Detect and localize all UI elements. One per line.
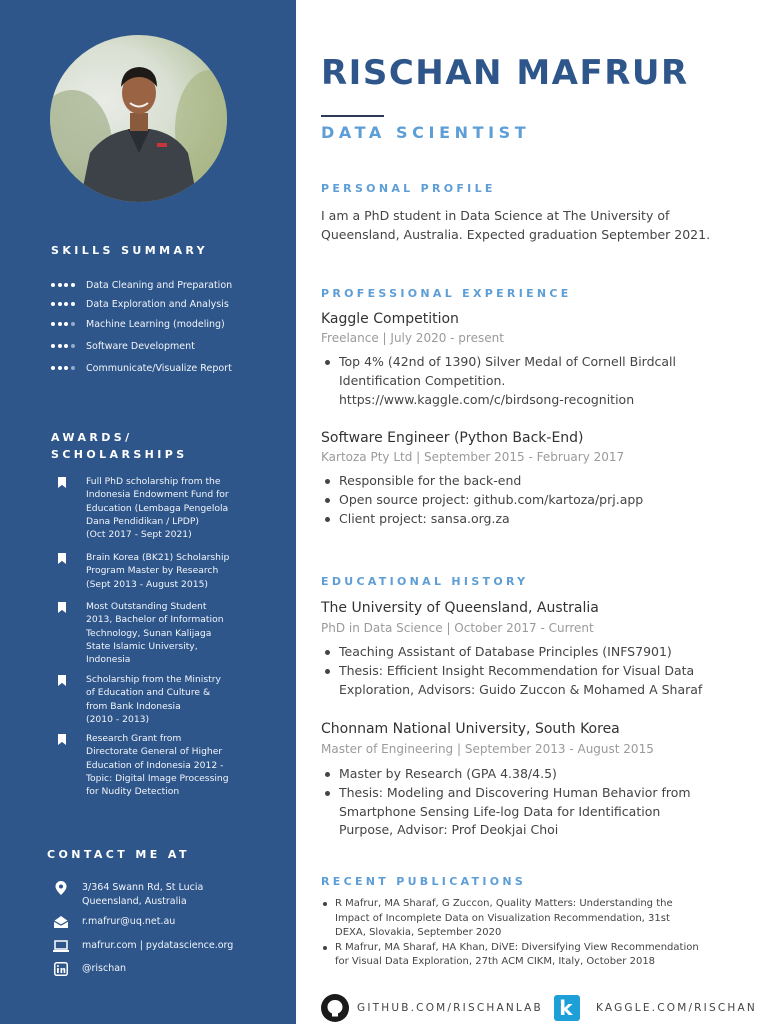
skill-item (51, 339, 195, 353)
list-item: Thesis: Modeling and Discovering Human Behavior from Smartphone Sensing Life-log Data for Identification Purpose, Advisor: Prof Deokjai Choi (321, 784, 761, 840)
title-divider (321, 115, 384, 117)
list-item: Responsible for the back-end (321, 472, 761, 491)
github-url[interactable]: GITHUB.COM/RISCHANLAB (357, 1002, 543, 1014)
kaggle-url[interactable]: KAGGLE.COM/RISCHAN (596, 1002, 757, 1014)
bookmark-icon (58, 477, 66, 488)
skill-level-dots (51, 283, 77, 287)
publication-item: R Mafrur, MA Sharaf, HA Khan, DiVE: Diversifying View Recommendation for Visual Data Exploration, 27th ACM CIKM, Italy, October 2018 (321, 941, 761, 970)
github-link[interactable] (321, 994, 543, 1022)
award-item (58, 475, 258, 541)
degree-meta: PhD in Data Science | October 2017 - Current (321, 621, 594, 635)
awards-heading-line-1: AWARDS/ (51, 431, 133, 444)
award-text: Most Outstanding Student 2013, Bachelor of Information Technology, Sunan Kalijaga State Islamic University, Indonesia (86, 601, 224, 666)
contact-website[interactable] (53, 939, 233, 953)
list-item: Teaching Assistant of Database Principles (INFS7901) (321, 643, 761, 662)
award-text: Research Grant from Directorate General of Higher Education of Indonesia 2012 - Topic: Digital Image Processing for Nudity Detection (86, 733, 229, 798)
skill-item (51, 317, 225, 331)
location-pin-icon (53, 881, 69, 895)
skill-label: Communicate/Visualize Report (86, 362, 232, 374)
skill-level-dots (51, 322, 77, 326)
school-name: Chonnam National University, South Korea (321, 721, 620, 737)
github-icon (321, 994, 349, 1022)
award-text: Brain Korea (BK21) Scholarship Program Master by Research (Sept 2013 - August 2015) (86, 552, 230, 590)
bookmark-icon (58, 602, 66, 613)
contact-heading: CONTACT ME AT (47, 848, 190, 861)
award-text: Full PhD scholarship from the Indonesia Endowment Fund for Education (Lembaga Pengelola Dana Pendidikan / LPDP) (Oct 2017 - Sept 2021) (86, 476, 229, 541)
skill-item (51, 297, 229, 311)
kaggle-link[interactable] (554, 995, 757, 1021)
sidebar (0, 0, 296, 1024)
envelope-icon (53, 915, 69, 929)
job-title: Kaggle Competition (321, 311, 459, 327)
bookmark-icon (58, 675, 66, 686)
experience-heading: PROFESSIONAL EXPERIENCE (321, 287, 572, 300)
skill-level-dots (51, 344, 77, 348)
person-name: RISCHAN MAFRUR (321, 53, 689, 93)
contact-address (53, 881, 203, 908)
list-item: Top 4% (42nd of 1390) Silver Medal of Cornell Birdcall Identification Competition. https://www.kaggle.com/c/birdsong-recognition (321, 353, 761, 409)
profile-text: I am a PhD student in Data Science at The University of Queensland, Australia. Expected graduation September 2021. (321, 208, 711, 242)
list-item: Open source project: github.com/kartoza/prj.app (321, 491, 761, 510)
profile-heading: PERSONAL PROFILE (321, 182, 496, 195)
award-text: Scholarship from the Ministry of Education and Culture & from Bank Indonesia (2010 - 2013) (86, 674, 221, 725)
award-item (58, 551, 258, 591)
laptop-icon (53, 939, 69, 953)
kaggle-icon: k (554, 995, 580, 1021)
award-item (58, 673, 258, 726)
education-bullets (321, 643, 761, 699)
list-item: Thesis: Efficient Insight Recommendation for Visual Data Exploration, Advisors: Guido Zuccon & Mohamed A Sharaf (321, 662, 761, 700)
profile-photo (50, 35, 227, 202)
email-link[interactable]: r.mafrur@uq.net.au (82, 916, 176, 927)
education-bullets (321, 765, 761, 840)
job-title: Software Engineer (Python Back-End) (321, 430, 584, 446)
job-meta: Freelance | July 2020 - present (321, 331, 504, 345)
job-bullets (321, 472, 761, 528)
linkedin-icon (53, 962, 69, 976)
award-item (58, 600, 258, 666)
address-text: 3/364 Swann Rd, St Lucia Queensland, Australia (82, 882, 204, 907)
contact-linkedin[interactable] (53, 962, 126, 976)
awards-heading (51, 429, 188, 463)
skill-level-dots (51, 302, 77, 306)
job-bullets (321, 353, 761, 409)
list-item: Master by Research (GPA 4.38/4.5) (321, 765, 761, 784)
skill-label: Machine Learning (modeling) (86, 318, 225, 330)
list-item: Client project: sansa.org.za (321, 510, 761, 529)
contact-email[interactable] (53, 915, 175, 929)
bookmark-icon (58, 734, 66, 745)
publication-item: R Mafrur, MA Sharaf, G Zuccon, Quality Matters: Understanding the Impact of Incomplete Data on Visualization Recommendation, 31st DEXA, Slovakia, September 2020 (321, 897, 761, 941)
bookmark-icon (58, 553, 66, 564)
skill-label: Data Cleaning and Preparation (86, 279, 233, 291)
skills-heading: SKILLS SUMMARY (51, 244, 209, 257)
job-role: DATA SCIENTIST (321, 123, 531, 142)
education-heading: EDUCATIONAL HISTORY (321, 575, 529, 588)
main-content (296, 0, 768, 1024)
publication-list (321, 897, 761, 970)
website-link[interactable]: mafrur.com | pydatascience.org (82, 940, 234, 951)
skill-label: Software Development (86, 340, 195, 352)
school-name: The University of Queensland, Australia (321, 600, 599, 616)
skill-label: Data Exploration and Analysis (86, 298, 229, 310)
skill-item (51, 361, 232, 375)
skill-level-dots (51, 366, 77, 370)
awards-heading-line-2: SCHOLARSHIPS (51, 448, 188, 461)
job-meta: Kartoza Pty Ltd | September 2015 - February 2017 (321, 450, 625, 464)
skill-item (51, 278, 232, 292)
linkedin-handle[interactable]: @rischan (82, 963, 127, 974)
award-item (58, 732, 258, 798)
degree-meta: Master of Engineering | September 2013 - August 2015 (321, 742, 654, 756)
publications-heading: RECENT PUBLICATIONS (321, 875, 527, 888)
